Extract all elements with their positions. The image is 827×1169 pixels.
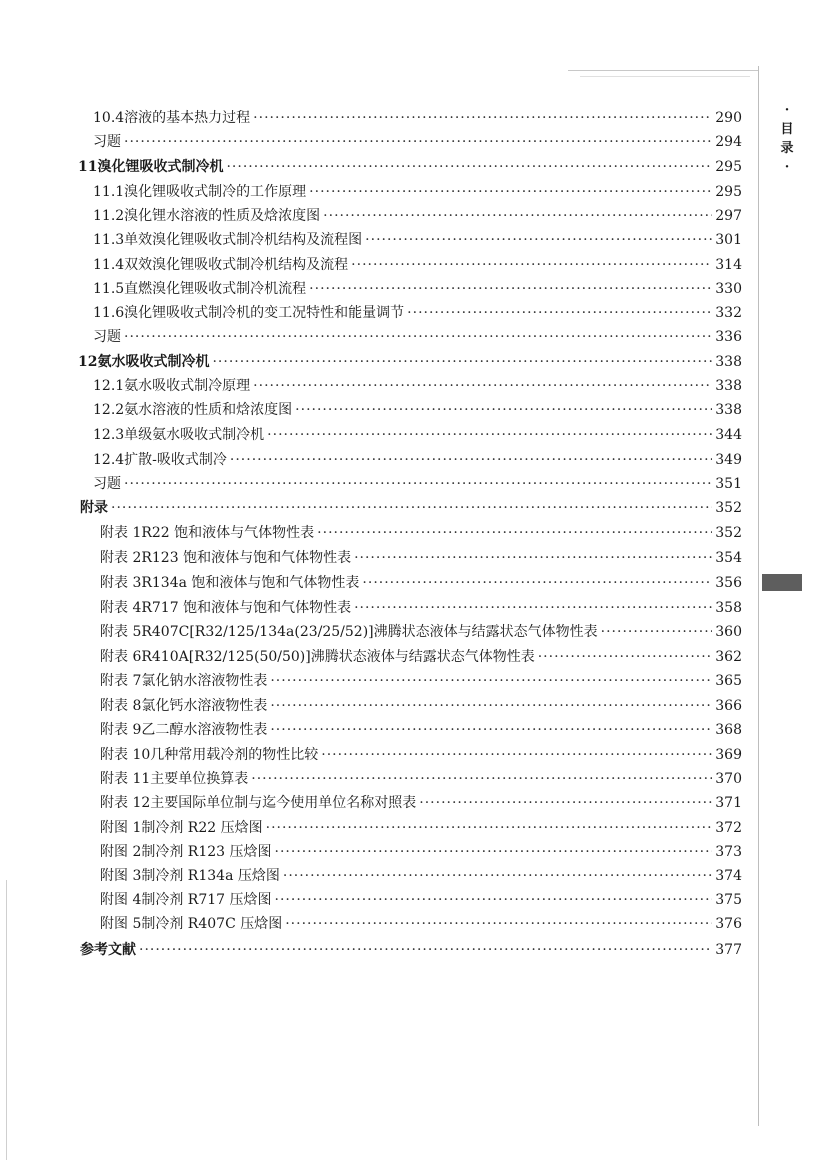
toc-entry-page: 352 <box>715 525 742 541</box>
toc-entry-page: 365 <box>715 673 742 689</box>
toc-entry-title: 直燃溴化锂吸收式制冷机流程 <box>124 281 307 297</box>
toc-entry-page: 290 <box>715 110 742 126</box>
toc-leader-dots <box>365 230 712 250</box>
toc-entry-page: 362 <box>715 649 742 665</box>
toc-leader-dots <box>124 474 712 494</box>
toc-entry-page: 294 <box>715 134 742 150</box>
toc-entry[interactable] <box>78 352 742 372</box>
toc-entry-title: 制冷剂 R717 压焓图 <box>141 892 272 908</box>
toc-entry[interactable] <box>100 523 742 543</box>
toc-entry[interactable] <box>100 622 742 642</box>
toc-entry-title: 氯化钠水溶液物性表 <box>141 673 268 689</box>
toc-entry-title: 单效溴化锂吸收式制冷机结构及流程图 <box>124 232 363 248</box>
toc-entry-title: 制冷剂 R407C 压焓图 <box>141 916 283 932</box>
toc-entry[interactable] <box>100 720 742 740</box>
toc-entry-number: 11.5 <box>93 281 125 297</box>
toc-entry[interactable] <box>93 303 742 323</box>
toc-leader-dots <box>212 352 712 372</box>
toc-entry-number: 10.4 <box>93 110 125 126</box>
toc-entry-page: 297 <box>715 208 742 224</box>
toc-entry-page: 376 <box>715 916 742 932</box>
toc-entry[interactable] <box>100 818 742 838</box>
toc-leader-dots <box>139 940 712 960</box>
toc-entry-title: R22 饱和液体与气体物性表 <box>141 525 315 541</box>
toc-leader-dots <box>270 696 712 716</box>
toc-entry-title: 几种常用载冷剂的物性比较 <box>150 747 319 763</box>
toc-entry-title: R717 饱和液体与饱和气体物性表 <box>141 600 352 616</box>
toc-entry-page: 374 <box>715 868 742 884</box>
toc-leader-dots <box>124 327 712 347</box>
toc-entry-number: 附表 3 <box>100 575 142 591</box>
toc-entry[interactable] <box>100 842 742 862</box>
toc-leader-dots <box>253 376 712 396</box>
toc-entry-number: 附表 8 <box>100 698 142 714</box>
toc-entry-number: 附图 3 <box>100 868 142 884</box>
toc-entry-title: 氨水吸收式制冷机 <box>97 354 210 370</box>
toc-entry-title: 溴化锂吸收式制冷机的变工况特性和能量调节 <box>124 305 405 321</box>
toc-entry[interactable] <box>93 108 742 128</box>
toc-entry-page: 360 <box>715 624 742 640</box>
toc-entry[interactable] <box>93 132 742 152</box>
toc-leader-dots <box>267 425 712 445</box>
toc-entry-title: 氨水溶液的性质和焓浓度图 <box>124 402 293 418</box>
toc-entry-number: 12.1 <box>93 378 125 394</box>
toc-entry-page: 372 <box>715 820 742 836</box>
toc-entry-title: 溴化锂吸收式制冷的工作原理 <box>124 184 307 200</box>
toc-leader-dots <box>323 206 712 226</box>
toc-leader-dots <box>270 720 712 740</box>
toc-leader-dots <box>309 279 712 299</box>
toc-leader-dots <box>601 622 713 642</box>
toc-entry-title: R410A[R32/125(50/50)]沸腾状态液体与结露状态气体物性表 <box>141 649 535 665</box>
toc-entry-page: 370 <box>715 771 742 787</box>
toc-entry-number: 附表 2 <box>100 550 142 566</box>
toc-entry-title: R134a 饱和液体与饱和气体物性表 <box>141 575 360 591</box>
toc-entry[interactable] <box>80 498 742 518</box>
toc-entry[interactable] <box>100 890 742 910</box>
toc-entry[interactable] <box>100 696 742 716</box>
toc-entry-title: 双效溴化锂吸收式制冷机结构及流程 <box>124 257 349 273</box>
toc-leader-dots <box>309 182 712 202</box>
toc-entry[interactable] <box>100 914 742 934</box>
toc-entry-page: 344 <box>715 427 742 443</box>
toc-entry-title: 主要单位换算表 <box>150 771 249 787</box>
toc-leader-dots <box>124 132 712 152</box>
toc-entry-page: 338 <box>715 378 742 394</box>
toc-entry-page: 373 <box>715 844 742 860</box>
toc-entry[interactable] <box>100 573 742 593</box>
toc-entry-number: 11.3 <box>93 232 125 248</box>
toc-entry-title: 单级氨水吸收式制冷机 <box>124 427 265 443</box>
toc-leader-dots <box>266 818 713 838</box>
chapter-thumb-tab <box>762 574 802 591</box>
toc-entry-page: 352 <box>715 500 742 516</box>
toc-entry-page: 330 <box>715 281 742 297</box>
toc-entry-page: 332 <box>715 305 742 321</box>
toc-entry-page: 371 <box>715 795 742 811</box>
toc-entry-number: 11.1 <box>93 184 125 200</box>
toc-entry-page: 377 <box>715 942 742 958</box>
toc-entry-title: 主要国际单位制与迄今使用单位名称对照表 <box>150 795 417 811</box>
toc-entry-title: 附录 <box>80 500 108 516</box>
toc-entry-title: 溴化锂吸收式制冷机 <box>97 159 224 175</box>
toc-entry[interactable] <box>100 548 742 568</box>
toc-entry[interactable] <box>93 425 742 445</box>
toc-entry-page: 338 <box>715 354 742 370</box>
toc-entry-page: 375 <box>715 892 742 908</box>
toc-leader-dots <box>111 498 712 518</box>
toc-leader-dots <box>270 671 712 691</box>
toc-entry-number: 12.4 <box>93 452 125 468</box>
toc-entry-number: 附表 7 <box>100 673 142 689</box>
toc-entry-page: 354 <box>715 550 742 566</box>
toc-entry-title: R123 饱和液体与饱和气体物性表 <box>141 550 352 566</box>
toc-leader-dots <box>230 450 712 470</box>
toc-entry-page: 368 <box>715 722 742 738</box>
toc-entry-number: 附图 1 <box>100 820 142 836</box>
toc-entry-number: 11.4 <box>93 257 125 273</box>
toc-leader-dots <box>419 793 712 813</box>
toc-entry[interactable] <box>93 230 742 250</box>
toc-entry-page: 301 <box>715 232 742 248</box>
toc-entry-page: 336 <box>715 329 742 345</box>
toc-entry[interactable] <box>93 376 742 396</box>
toc-entry-title: 扩散-吸收式制冷 <box>124 452 227 468</box>
toc-entry[interactable] <box>100 647 742 667</box>
toc-entry-number: 附表 9 <box>100 722 142 738</box>
toc-entry[interactable] <box>93 327 742 347</box>
toc-entry-page: 351 <box>715 476 742 492</box>
toc-entry-title: 参考文献 <box>80 942 136 958</box>
toc-entry-page: 314 <box>715 257 742 273</box>
toc-leader-dots <box>226 157 712 177</box>
toc-entry[interactable] <box>93 206 742 226</box>
toc-entry-number: 附图 5 <box>100 916 142 932</box>
toc-entry-number: 附表 6 <box>100 649 142 665</box>
toc-entry[interactable] <box>100 745 742 765</box>
toc-leader-dots <box>538 647 713 667</box>
toc-leader-dots <box>321 745 712 765</box>
toc-entry[interactable] <box>93 279 742 299</box>
toc-entry-title: 乙二醇水溶液物性表 <box>141 722 268 738</box>
toc-leader-dots <box>275 842 713 862</box>
toc-entry-number: 11 <box>78 159 98 175</box>
toc-entry-title: 制冷剂 R22 压焓图 <box>141 820 263 836</box>
toc-leader-dots <box>285 914 712 934</box>
toc-entry-title: 溴化锂水溶液的性质及焓浓度图 <box>124 208 321 224</box>
toc-entry[interactable] <box>78 157 742 177</box>
toc-entry-number: 12.3 <box>93 427 125 443</box>
toc-entry-number: 12.2 <box>93 402 125 418</box>
toc-entry-page: 366 <box>715 698 742 714</box>
toc-entry[interactable] <box>100 598 742 618</box>
toc-leader-dots <box>354 598 712 618</box>
toc-leader-dots <box>283 866 712 886</box>
toc-entry-number: 附表 10 <box>100 747 151 763</box>
toc-entry-title: 溶液的基本热力过程 <box>124 110 251 126</box>
toc-entry[interactable] <box>93 255 742 275</box>
toc-entry[interactable] <box>100 866 742 886</box>
toc-leader-dots <box>354 548 712 568</box>
toc-entry-page: 295 <box>715 184 742 200</box>
toc-entry-title: 氨水吸收式制冷原理 <box>124 378 251 394</box>
toc-entry-page: 369 <box>715 747 742 763</box>
toc-entry-number: 附图 2 <box>100 844 142 860</box>
toc-entry-title: 氯化钙水溶液物性表 <box>141 698 268 714</box>
toc-entry-number: 附表 1 <box>100 525 142 541</box>
toc-entry[interactable] <box>93 182 742 202</box>
toc-leader-dots <box>253 108 712 128</box>
toc-entry-title: 制冷剂 R134a 压焓图 <box>141 868 280 884</box>
toc-entry[interactable] <box>80 940 742 960</box>
toc-entry[interactable] <box>100 769 742 789</box>
toc-leader-dots <box>407 303 712 323</box>
toc-entry-number: 11.6 <box>93 305 125 321</box>
toc-entry-page: 356 <box>715 575 742 591</box>
toc-leader-dots <box>351 255 712 275</box>
toc-entry-number: 附表 4 <box>100 600 142 616</box>
toc-entry-title: R407C[R32/125/134a(23/25/52)]沸腾状态液体与结露状态气体物性表 <box>141 624 598 640</box>
toc-entry[interactable] <box>93 400 742 420</box>
toc-leader-dots <box>275 890 713 910</box>
toc-entry-page: 358 <box>715 600 742 616</box>
running-header-label: · 目 录 · <box>780 103 794 175</box>
toc-entry[interactable] <box>93 450 742 470</box>
toc-entry-page: 338 <box>715 402 742 418</box>
toc-leader-dots <box>362 573 712 593</box>
toc-entry-title: 制冷剂 R123 压焓图 <box>141 844 272 860</box>
toc-entry-number: 附表 12 <box>100 795 151 811</box>
toc-entry-page: 349 <box>715 452 742 468</box>
toc-entry[interactable] <box>100 793 742 813</box>
toc-leader-dots <box>317 523 712 543</box>
toc-leader-dots <box>295 400 712 420</box>
toc-entry-page: 295 <box>715 159 742 175</box>
toc-entry-number: 附表 5 <box>100 624 142 640</box>
toc-entry-title: 习题 <box>93 134 121 150</box>
toc-entry-title: 习题 <box>93 476 121 492</box>
toc-entry-title: 习题 <box>93 329 121 345</box>
toc-entry[interactable] <box>100 671 742 691</box>
toc-entry-number: 12 <box>78 354 98 370</box>
toc-leader-dots <box>251 769 712 789</box>
toc-entry[interactable] <box>93 474 742 494</box>
toc-entry-number: 11.2 <box>93 208 125 224</box>
toc-entry-number: 附表 11 <box>100 771 151 787</box>
toc-entry-number: 附图 4 <box>100 892 142 908</box>
